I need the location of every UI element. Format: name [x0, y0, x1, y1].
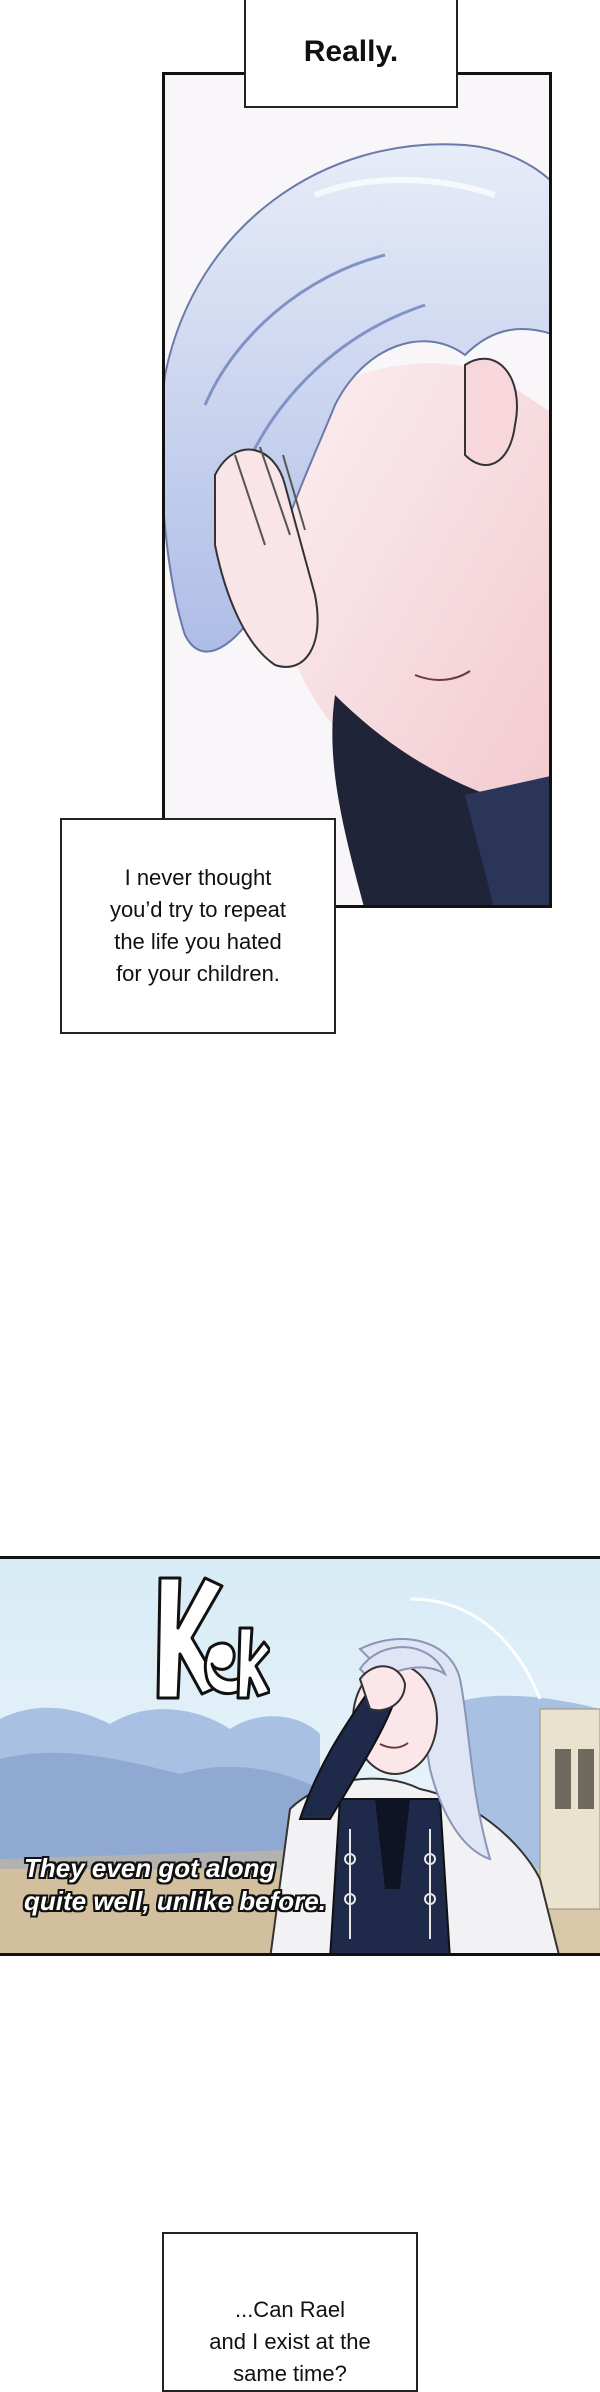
sfx-keke-drawing [150, 1568, 270, 1718]
narration-overlay: They even got along quite well, unlike before. [24, 1853, 326, 1917]
closeup-illustration [165, 75, 552, 908]
caption-text-bottom: ...Can Rael and I exist at the same time? [209, 2297, 371, 2386]
ear-shape [465, 359, 517, 465]
caption-text-middle: I never thought you’d try to repeat the life you hated for your children. [109, 865, 287, 986]
panel-closeup [162, 72, 552, 908]
caption-box-top [244, 0, 458, 108]
caption-box-bottom [162, 2232, 418, 2392]
caption-box-middle [60, 818, 336, 1034]
caption-text-top: Really. [303, 35, 399, 69]
